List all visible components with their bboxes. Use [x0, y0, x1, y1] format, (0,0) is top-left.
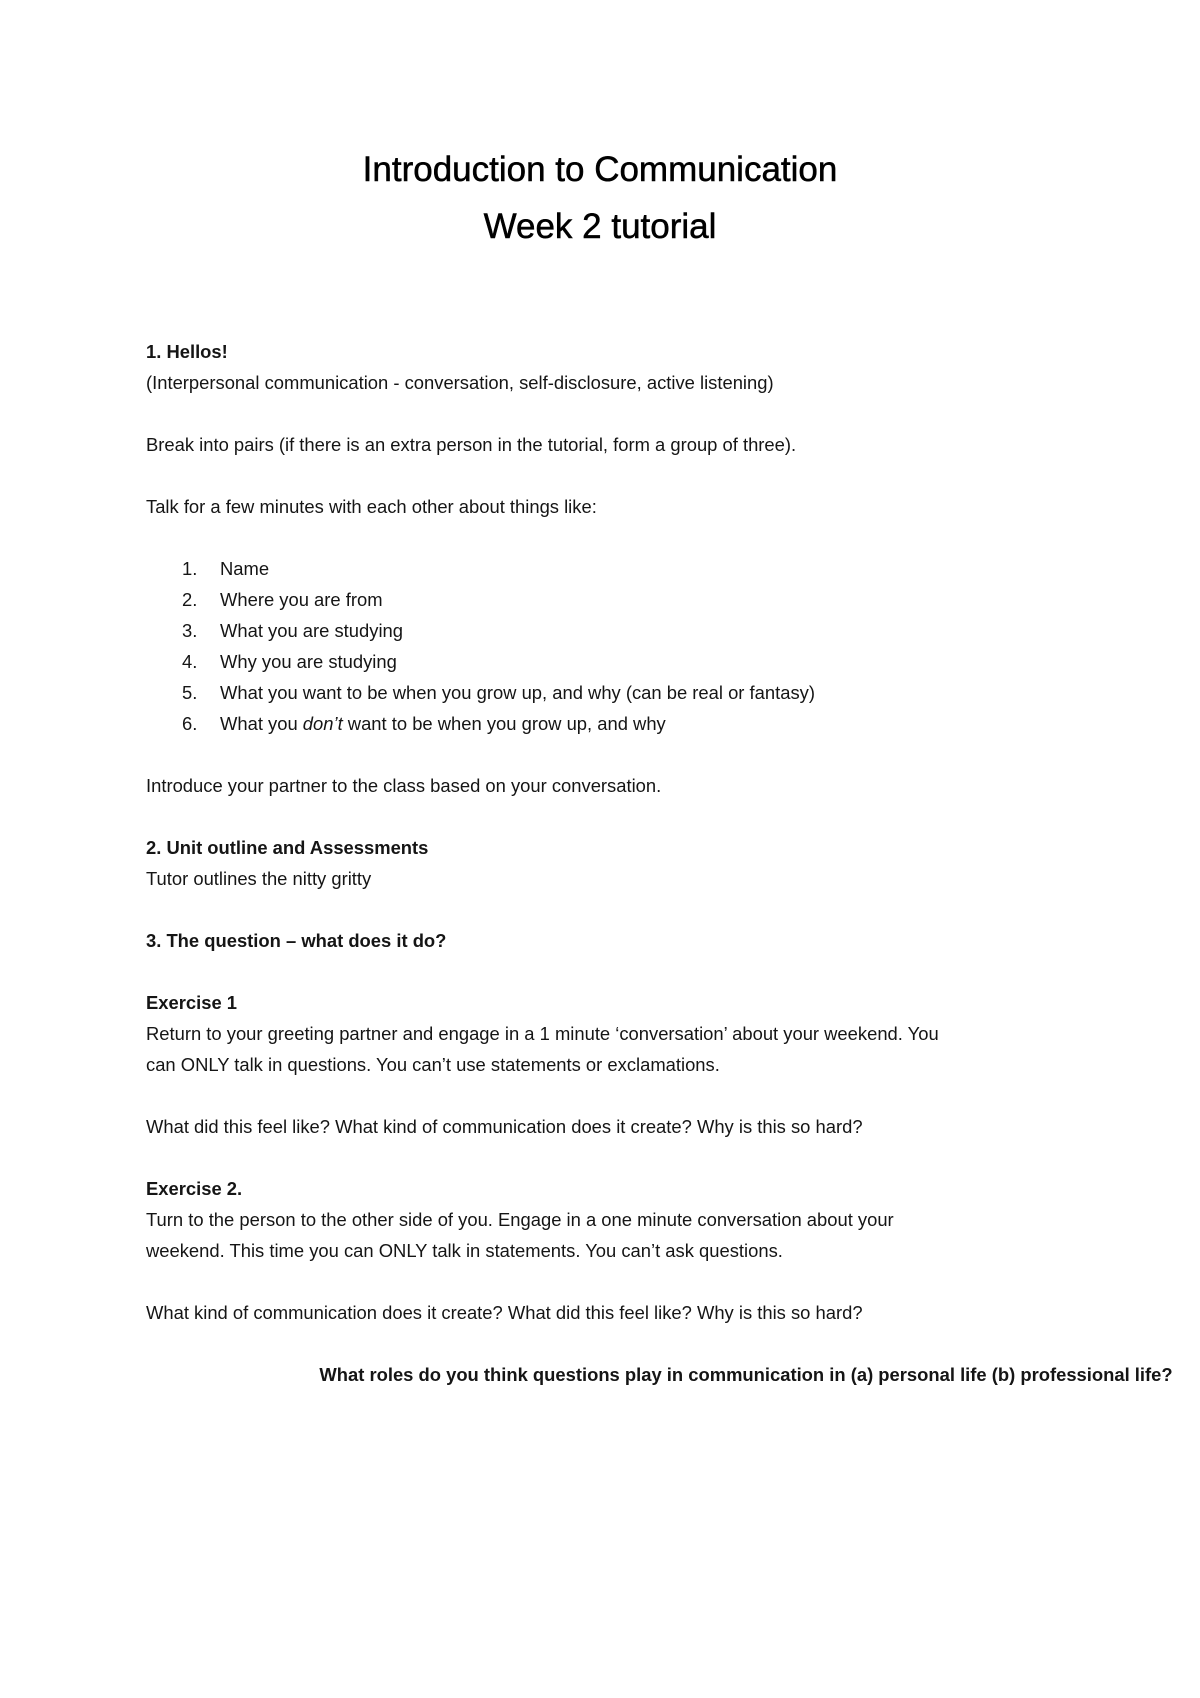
exercise-2-heading: Exercise 2. [146, 1178, 243, 1199]
exercise-1-reflection: What did this feel like? What kind of communication does it create? Why is this so hard? [146, 1116, 863, 1137]
section-2-body: Tutor outlines the nitty gritty [146, 868, 372, 889]
document-title: Introduction to Communication [362, 150, 838, 189]
exercise-2-reflection: What kind of communication does it create? What did this feel like? Why is this so hard? [146, 1302, 863, 1323]
topics-list [146, 553, 1066, 739]
section-1-closing: Introduce your partner to the class based on your conversation. [146, 775, 662, 796]
list-item: 5. What you want to be when you grow up, and why (can be real or fantasy) [182, 682, 815, 703]
document-subtitle: Week 2 tutorial [483, 207, 717, 246]
final-question: What roles do you think questions play in communication in (a) personal life (b) professional life? [319, 1364, 1173, 1385]
exercise-1-line-1: Return to your greeting partner and engage in a 1 minute ‘conversation’ about your weekend. You [146, 1023, 939, 1044]
section-1-heading: 1. Hellos! [146, 341, 228, 362]
list-item: 1. Name [182, 558, 270, 579]
list-item: 3. What you are studying [182, 620, 403, 641]
document-body [146, 336, 1173, 1390]
section-1-list-intro: Talk for a few minutes with each other about things like: [146, 496, 597, 517]
exercise-2-line-2: weekend. This time you can ONLY talk in statements. You can’t ask questions. [146, 1240, 783, 1261]
list-item: 4. Why you are studying [182, 651, 397, 672]
section-1-subtitle: (Interpersonal communication - conversation, self-disclosure, active listening) [146, 372, 774, 393]
section-3-heading: 3. The question – what does it do? [146, 930, 447, 951]
exercise-2-line-1: Turn to the person to the other side of you. Engage in a one minute conversation about your [146, 1209, 894, 1230]
list-item: 6. What you don’t want to be when you grow up, and why [182, 713, 666, 734]
exercise-1-heading: Exercise 1 [146, 992, 238, 1013]
section-1-instruction: Break into pairs (if there is an extra person in the tutorial, form a group of three). [146, 434, 797, 455]
list-item: 2. Where you are from [182, 589, 383, 610]
exercise-1-line-2: can ONLY talk in questions. You can’t use statements or exclamations. [146, 1054, 720, 1075]
section-2-heading: 2. Unit outline and Assessments [146, 837, 429, 858]
